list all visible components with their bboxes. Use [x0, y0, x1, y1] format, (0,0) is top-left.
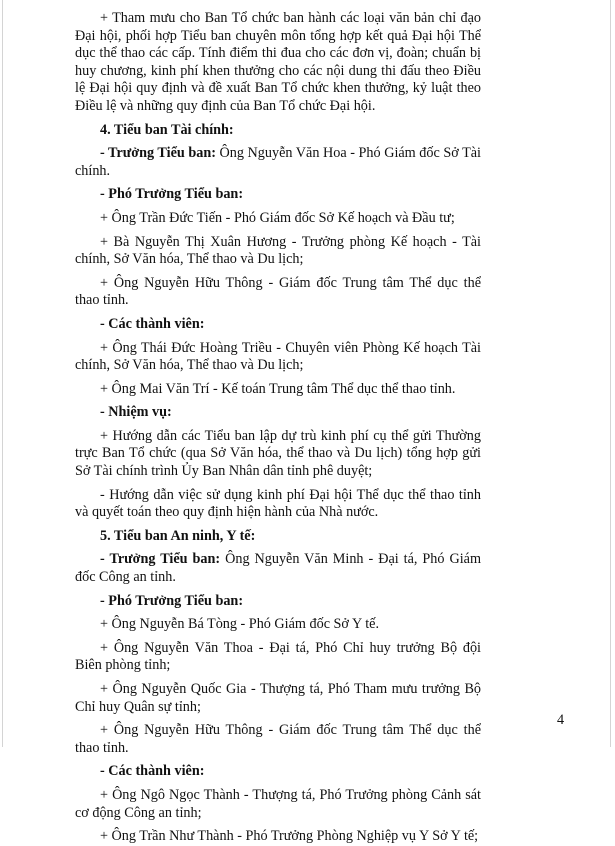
- intro-paragraph: + Tham mưu cho Ban Tổ chức ban hành các loại văn bản chỉ đạo Đại hội, phối hợp Tiểu ban chuyên môn tổng hợp kết quả Đại hội Thể dục thể thao các cấp. Tính điểm thi đua cho các đơn vị, đoàn; chuẩn bị huy chương, kinh phí khen thưởng cho các nội dung thi đấu theo Điều lệ Đại hội quy định và đề xuất Ban Tổ chức khen thưởng, kỷ luật theo Điều lệ và những quy định của Ban Tổ chức Đại hội.: [75, 10, 481, 114]
- section5-member-item: + Ông Trần Như Thành - Phó Trưởng Phòng Nghiệp vụ Y Sở Y tế;: [100, 828, 479, 845]
- section5-heading: 5. Tiểu ban An ninh, Y tế:: [100, 527, 256, 544]
- section5-deputy-item: + Ông Nguyễn Hữu Thông - Giám đốc Trung tâm Thể dục thể thao tỉnh.: [75, 722, 481, 756]
- section4-heading: 4. Tiểu ban Tài chính:: [100, 121, 234, 138]
- page-number: 4: [557, 712, 565, 728]
- section5-member-item: + Ông Ngô Ngọc Thành - Thượng tá, Phó Trưởng phòng Cảnh sát cơ động Công an tỉnh;: [75, 786, 481, 821]
- section5-deputy-item: + Ông Nguyễn Bá Tòng - Phó Giám đốc Sở Y tế.: [100, 616, 379, 633]
- section5-head-value: Ông Nguyễn Văn Minh - Đại tá, Phó Giám đốc Công an tỉnh.: [75, 551, 481, 586]
- document-body: [75, 10, 481, 846]
- section5-deputy-item: + Ông Nguyễn Quốc Gia - Thượng tá, Phó Tham mưu trưởng Bộ Chỉ huy Quân sự tỉnh;: [75, 681, 481, 715]
- section4-deputy-label: - Phó Trưởng Tiểu ban:: [100, 186, 244, 203]
- section4-deputy-item: + Bà Nguyễn Thị Xuân Hương - Trưởng phòng Kế hoạch - Tài chính, Sở Văn hóa, Thể thao và Du lịch;: [75, 233, 481, 268]
- section4-deputy-item: + Ông Nguyễn Hữu Thông - Giám đốc Trung tâm Thể dục thể thao tỉnh.: [75, 274, 481, 309]
- section5-head: [75, 551, 481, 586]
- section4-head: [75, 145, 481, 180]
- section5-members-label: - Các thành viên:: [100, 763, 205, 780]
- section5-deputy-item: + Ông Nguyễn Văn Thoa - Đại tá, Phó Chỉ huy trưởng Bộ đội Biên phòng tỉnh;: [75, 639, 481, 674]
- section4-member-item: + Ông Mai Văn Trí - Kế toán Trung tâm Thể dục thể thao tỉnh.: [100, 380, 456, 397]
- section4-duty-item: + Hướng dẫn các Tiểu ban lập dự trù kinh phí cụ thể gửi Thường trực Ban Tổ chức (qua Sở Văn hóa, thể thao và Du lịch) tổng hợp gửi Sở Tài chính trình Ủy Ban Nhân dân tỉnh phê duyệt;: [75, 427, 481, 480]
- section4-member-item: + Ông Thái Đức Hoàng Triều - Chuyên viên Phòng Kế hoạch Tài chính, Sở Văn hóa, Thể thao và Du lịch;: [75, 339, 481, 374]
- section4-head-value: Ông Nguyễn Văn Hoa - Phó Giám đốc Sở Tài chính.: [75, 145, 481, 179]
- section4-head-label: - Trưởng Tiểu ban:: [100, 145, 216, 162]
- section4-members-label: - Các thành viên:: [100, 315, 205, 332]
- section5-head-label: - Trưởng Tiểu ban:: [100, 551, 221, 568]
- section5-deputy-label: - Phó Trưởng Tiểu ban:: [100, 592, 244, 609]
- section4-duty-item: - Hướng dẫn việc sử dụng kinh phí Đại hội Thể dục thể thao tỉnh và quyết toán theo quy định hiện hành của Nhà nước.: [75, 486, 481, 521]
- section4-duties-label: - Nhiệm vụ:: [100, 404, 172, 421]
- section4-deputy-item: + Ông Trần Đức Tiến - Phó Giám đốc Sở Kế hoạch và Đầu tư;: [100, 209, 455, 226]
- document-page: [2, 0, 611, 845]
